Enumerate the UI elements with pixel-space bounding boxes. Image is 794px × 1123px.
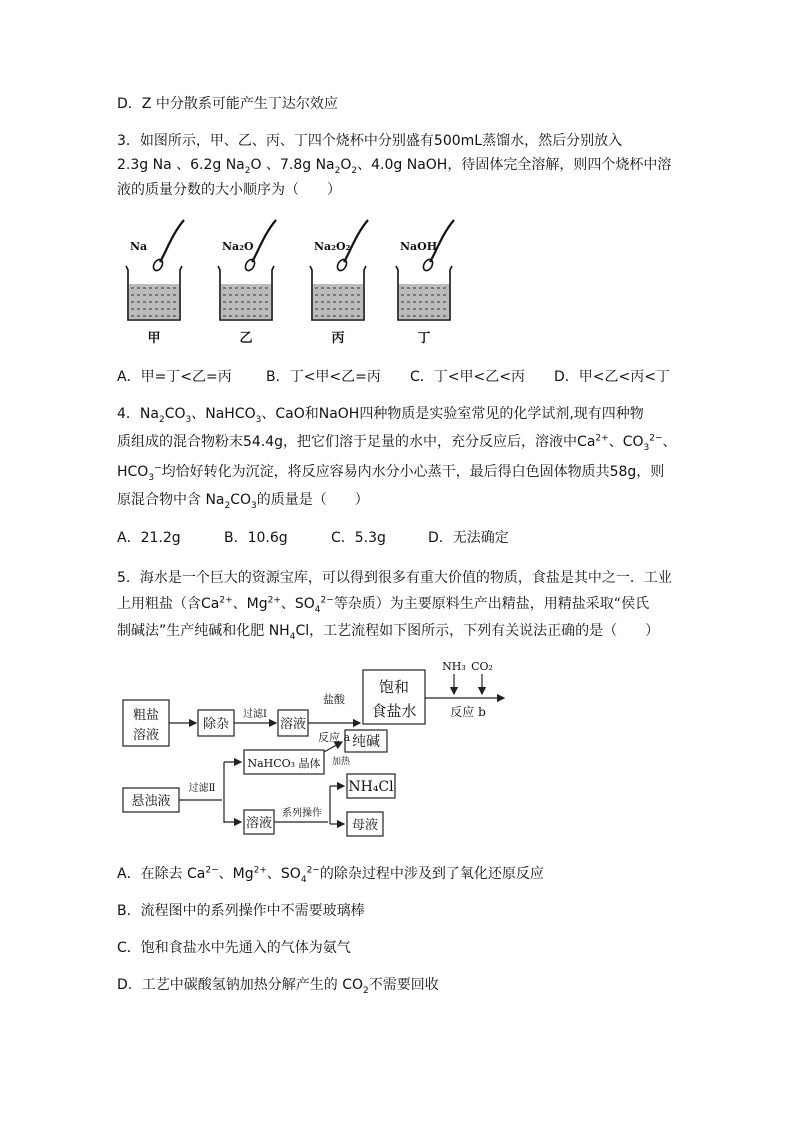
suspension-label: 悬浊液	[131, 794, 171, 809]
q5-stem-line3: 制碱法”生产纯碱和化肥 $NH_4Cl$，工艺流程如下图所示，下列有关说法正确的是（ ）	[117, 623, 660, 642]
solution1-label: 溶液	[279, 717, 307, 732]
q5-stem-line2: 上用粗盐（含$Ca^{2+}$、$Mg^{2+}$、$SO_4^{2-}$等杂质）为主要原料生产出精盐，用精盐采取“侯氏	[117, 595, 650, 615]
beaker-name-2: 乙	[239, 331, 253, 346]
co2-label: CO₂	[471, 660, 493, 673]
solution2-label: 溶液	[245, 816, 273, 831]
q2-option-d: D．Z 中分散系可能产生丁达尔效应	[117, 96, 338, 112]
q4-option-d[interactable]: D．无法确定	[428, 530, 509, 546]
crystal-label: NaHCO₃ 晶体	[247, 757, 321, 770]
q3-option-b[interactable]: B．丁<甲<乙=丙	[266, 369, 381, 385]
beaker-liquid	[129, 284, 179, 319]
spoon-icon	[252, 220, 276, 262]
q4-option-c[interactable]: C．5.3g	[331, 530, 386, 546]
beaker-name-1: 甲	[147, 331, 161, 346]
nh3-label: NH₃	[442, 660, 466, 673]
q5-stem-line1: 5．海水是一个巨大的资源宝库，可以得到很多有重大价值的物质，食盐是其中之一．工业	[117, 570, 672, 586]
q4-option-b[interactable]: B．10.6g	[224, 530, 288, 546]
beaker-liquid	[399, 284, 449, 319]
q5-option-c[interactable]: C．饱和食盐水中先通入的气体为氨气	[117, 940, 351, 956]
q4-option-a[interactable]: A．21.2g	[117, 530, 181, 546]
reaction-b-label: 反应 b	[450, 705, 486, 719]
q3-stem-line2: 2.3g Na 、6.2g $Na_2O$ 、7.8g $Na_2O_2$、4.0g NaOH，待固体完全溶解，则四个烧杯中溶	[117, 157, 672, 176]
q4-stem-line1: 4．$Na_2CO_3$、NaHCO$_3$、CaO和NaOH四种物质是实验室常见的化学试剂,现有四种物	[117, 406, 644, 425]
beaker-label-1: Na	[130, 240, 148, 253]
crude-label-2: 溶液	[132, 728, 160, 743]
heat-label: 加热	[331, 757, 351, 767]
spoon-icon	[160, 220, 184, 262]
saturated-label-1: 饱和	[378, 678, 410, 696]
beaker-name-4: 丁	[417, 331, 431, 346]
reaction-a-label: 反应 a	[317, 731, 351, 744]
beaker-name-3: 丙	[331, 331, 345, 346]
process-flow-diagram	[118, 658, 518, 838]
beaker-liquid	[221, 284, 271, 319]
ops-label: 系列操作	[282, 808, 322, 819]
q4-stem-line3: $HCO_3^-$均恰好转化为沉淀，将反应容易内水分小心蒸干，最后得白色固体物质共58g，则	[117, 463, 665, 483]
q4-stem-line4: 原混合物中含 $Na_2CO_3$的质量是（ ）	[117, 492, 369, 511]
q3-stem-line3: 液的质量分数的大小顺序为（ ）	[117, 182, 341, 198]
filter2-label: 过滤Ⅱ	[188, 783, 216, 794]
saturated-label-2: 食盐水	[371, 702, 417, 720]
soda-label: 纯碱	[352, 734, 380, 750]
beaker-label-4: NaOH	[400, 240, 438, 253]
beaker-label-2: Na₂O	[222, 240, 254, 253]
crude-label-1: 粗盐	[132, 708, 160, 723]
q5-option-b[interactable]: B．流程图中的系列操作中不需要玻璃棒	[117, 903, 365, 919]
mother-label: 母液	[351, 818, 379, 833]
beakers-figure	[118, 214, 678, 354]
q3-option-a[interactable]: A．甲=丁<乙=丙	[117, 369, 232, 385]
q3-stem-line1: 3．如图所示，甲、乙、丙、丁四个烧杯中分别盛有500mL蒸馏水，然后分别放入	[117, 133, 623, 149]
q5-option-d[interactable]: D．工艺中碳酸氢钠加热分解产生的 $CO_2$不需要回收	[117, 977, 439, 996]
beaker-liquid	[313, 284, 363, 319]
q5-option-a[interactable]: A．在除去 $Ca^{2-}$、$Mg^{2+}$、$SO_4^{2-}$的除杂过程中涉及到了氧化还原反应	[117, 865, 544, 885]
q4-stem-line2: 质组成的混合物粉末54.4g，把它们溶于足量的水中，充分反应后，溶液中$Ca^{2+}$、$CO_3^{2-}$、	[117, 433, 677, 453]
nh4cl-label: NH₄Cl	[348, 779, 394, 795]
acid-label: 盐酸	[323, 693, 345, 706]
filter1-label: 过滤Ⅰ	[243, 709, 267, 720]
remove-label: 除杂	[202, 717, 230, 732]
beaker-label-3: Na₂O₂	[314, 240, 351, 253]
q3-option-c[interactable]: C．丁<甲<乙<丙	[410, 369, 525, 385]
q3-option-d[interactable]: D．甲<乙<丙<丁	[554, 369, 670, 385]
